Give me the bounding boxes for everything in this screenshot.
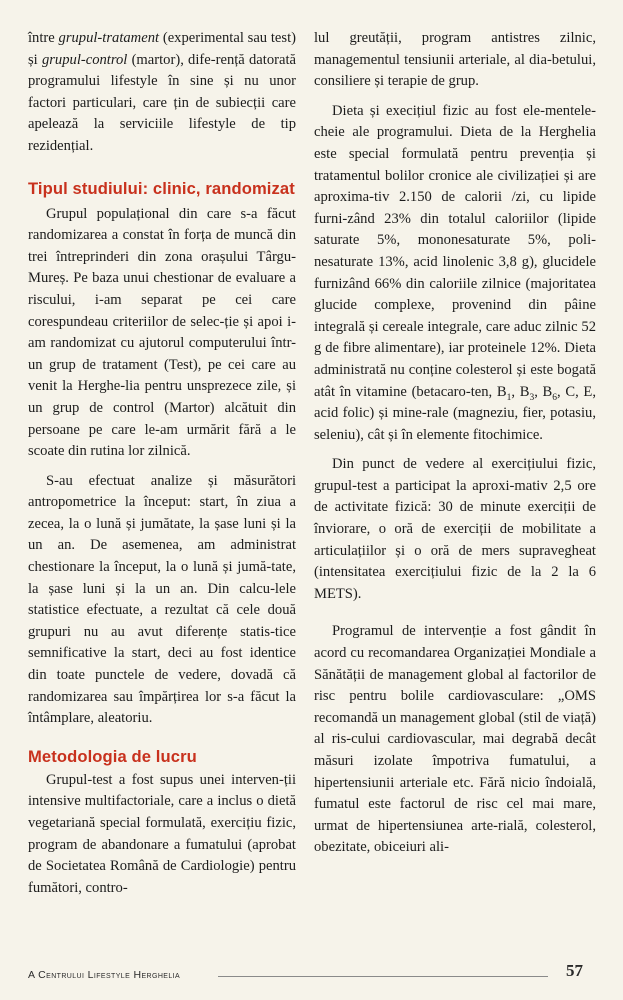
paragraph-measurements: S-au efectuat analize și măsurători antropometrice la început: start, în ziua a zecea, la o lună și jumătate, la șase luni și la un an. De asemenea, am administrat chestionare la început, la o lună și jumă-tate, la șase luni și la un an. Din calcu-lele statistice efectuate, a rezultat că cele două grupuri nu au avut diferențe statis-tice semnificative la start, deci au fost identice din toate punctele de vedere, dovadă că randomizarea sau împărțirea lor s-a făcut la întâmplare, aleatoriu. — [28, 472, 296, 727]
paragraph-randomization: Grupul populațional din care s-a făcut randomizarea a constat în forța de muncă din trei întreprinderi din zona orașului Târgu-Mureș. Pe baza unui chestionar de evaluare a riscului, i-am separat pe cei care corespundeau criteriilor de selec-ție și apoi i-am randomizat cu ajutorul computerului într-un grup de tratament (Test), pe cei care au venit la Herghe-lia pentru unsprezece zile, și un grup de control (Martor) alcătuit din persoane pe care le-am urmărit fără a le scoate din rutina lor zilnică. — [28, 205, 296, 460]
subscript: 3 — [529, 392, 535, 403]
left-column — [28, 28, 296, 899]
text-run: , B — [534, 383, 553, 400]
text-run: între — [28, 30, 59, 46]
emphasis-grupul-control: grupul-control — [41, 51, 128, 68]
paragraph-exercise: Din punct de vedere al exercițiului fizic, grupul-test a participat la aproxi-mativ 2,5 ore de activitate fizică: 30 de minute exerciții de înviorare, o oră de exerciții de mobilitate a articulațiilor și o oră de mers supravegheat (intensitatea exercițiului fizic de la 2 la 6 METS). — [314, 456, 596, 602]
right-column — [314, 28, 596, 859]
subscript: 1 — [506, 392, 512, 403]
paragraph-continuation: lul greutății, program antistres zilnic, managementul tensiunii arteriale, al dia-betului, consiliere și terapie de grup. — [314, 30, 596, 90]
paragraph-intervention: Grupul-test a fost supus unei interven-ții intensive multifactoriale, care a inclus o dietă vegetariană special formulată, exercițiu fizic, program de abandonare a fumatului (aprobat de Societatea Română de Cardiologie) pentru fumători, contro- — [28, 771, 296, 896]
paragraph-who-recommendation: Programul de intervenție a fost gândit în acord cu recomandarea Organizației Mondiale a Sănătății de management global al factorilor de risc pentru bolile cardiovasculare: „OMS recomandă un management global (stil de viață) al ris-cului cardiovascular, mai degrabă decât măsuri izolate împotriva fumatului, a hipertensiunii arteriale etc. Fără nicio îndoială, fumatul este factorul de risc cel mai mare, urmat de hipertensiunea arte-rială, colesterol, obezitate, obiceiuri ali- — [314, 623, 596, 856]
paragraph-diet — [314, 101, 596, 447]
footer-running-title: A Centrului Lifestyle Herghelia — [28, 969, 181, 981]
text-run: , C, E, acid folic) și mine-rale (magneziu, fier, potasiu, seleniu), cât și în elemente fitochimice. — [314, 383, 596, 443]
text-run: , B — [511, 383, 530, 400]
section-heading-study-type: Tipul studiului: clinic, randomizat — [28, 178, 295, 198]
section-heading-methodology: Metodologia de lucru — [28, 746, 197, 766]
intro-paragraph — [28, 28, 296, 158]
page-number: 57 — [566, 961, 583, 980]
subscript: 6 — [552, 392, 558, 403]
text-run: Dieta și execițiul fizic au fost ele-mentele-cheie ale programului. Dieta de la Herghelia este special formulată pentru prevenția și tratamentul bolilor cronice ale civilizației și are aproxima-tiv 2.150 de calorii /zi, cu lipide furni-zând 23% din totalul caloriilor (lipide saturate 5%, mononesaturate 5%, poli-nesaturate 13%, acid linolenic 3,8 g), glucidele furnizând 66% din caloriile zilnice (majoritatea glucide complexe, provenind din pâine integrală și cereale integrale, care aduc zilnic 52 g de fibre alimentare), iar proteinele 12%. Dieta administrată nu conține colesterol și este bogată atât în vitamine (betacaro-ten, B — [314, 102, 596, 400]
text-run: (martor), dife-rență datorată programului lifestyle în sine și nu unor factori particulari, care țin de subiecții care apelează la serviciile lifestyle de tip rezidențial. — [28, 51, 296, 154]
text-run: (experimental sau test) și — [28, 30, 296, 68]
emphasis-grupul-tratament: grupul-tratament — [58, 30, 160, 46]
footer-rule — [218, 976, 548, 977]
